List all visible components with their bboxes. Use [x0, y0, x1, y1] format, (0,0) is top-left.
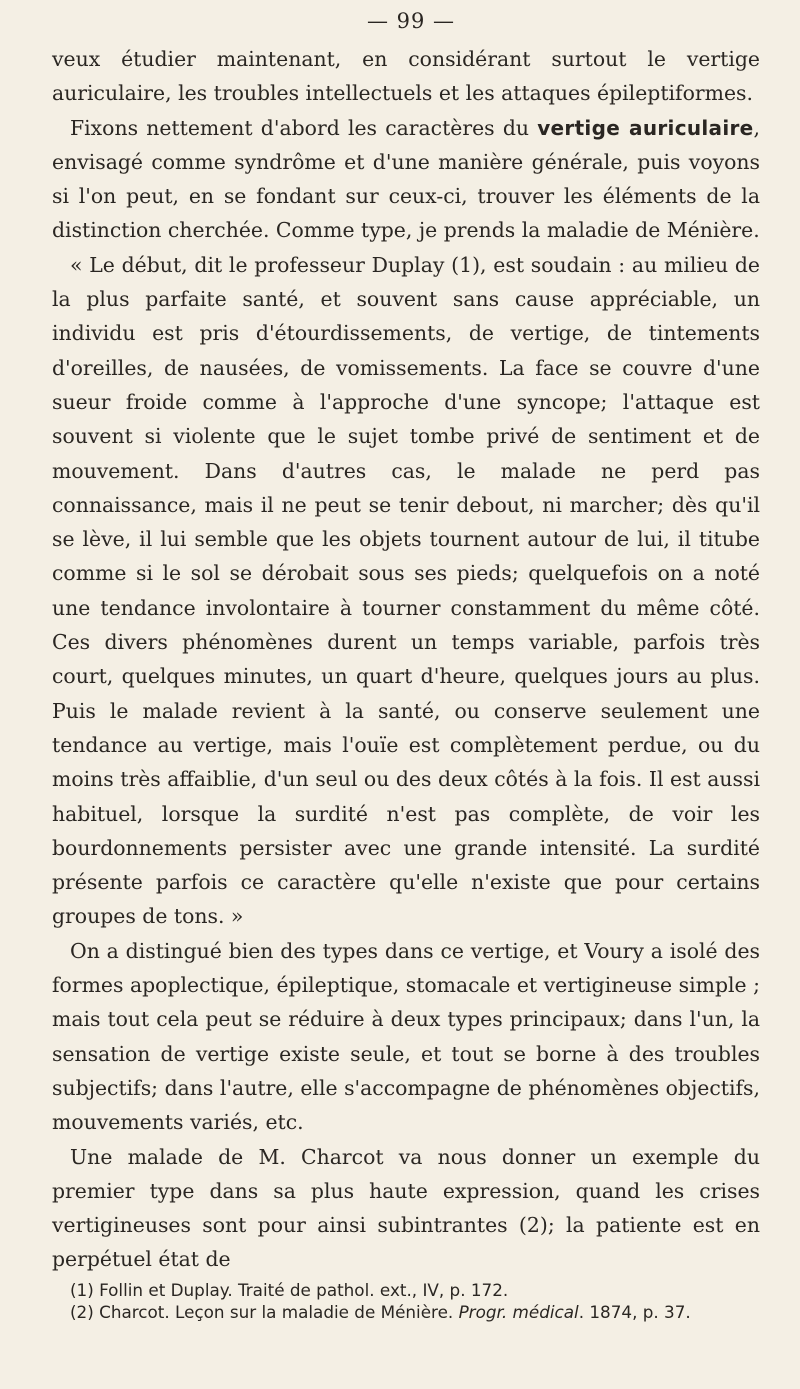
footnote-2-end: . 1874, p. 37. [578, 1301, 691, 1322]
paragraph-1: veux étudier maintenant, en considérant surtout le vertige auriculaire, les troubles intellectuels et les attaques épileptiformes. [52, 47, 760, 106]
page-number: — 99 — [366, 9, 456, 33]
body-text [52, 42, 760, 1277]
footnote-1: (1) Follin et Duplay. Traité de pathol. ext., IV, p. 172. [70, 1279, 509, 1300]
footnote-2 [52, 1301, 760, 1323]
emphasized-term: vertige auriculaire [537, 115, 754, 140]
paragraph-4: On a distingué bien des types dans ce vertige, et Voury a isolé des formes apoplectique, épileptique, stomacale et vertigineuse simple ; mais tout cela peut se réduire à deux types principaux; dans l'un, la sensation de vertige existe seule, et tout se borne à des troubles subjectifs; dans l'autre, elle s'accompagne de phénomènes objectifs, mouvements variés, etc. [52, 938, 760, 1135]
footnotes [52, 1279, 760, 1323]
paragraph-2 [52, 111, 760, 248]
paragraph-3-quote: « Le début, dit le professeur Duplay (1), est soudain : au milieu de la plus parfaite santé, et souvent sans cause appréciable, un individu est pris d'étourdissements, de vertige, de tintements d'oreilles, de nausées, de vomissements. La face se couvre d'une sueur froide comme à l'approche d'une syncope; l'attaque est souvent si violente que le sujet tombe privé de sentiment et de mouvement. Dans d'autres cas, le malade ne perd pas connaissance, mais il ne peut se tenir debout, ni marcher; dès qu'il se lève, il lui semble que les objets tournent autour de lui, il titube comme si le sol se dérobait sous ses pieds; quelquefois on a noté une tendance involontaire à tourner constamment du même côté. Ces divers phénomènes durent un temps variable, parfois très court, quelques minutes, un quart d'heure, quelques jours au plus. Puis le malade revient à la santé, ou conserve seulement une tendance au vertige, mais l'ouïe est complètement perdue, ou du moins très affaiblie, d'un seul ou des deux côtés à la fois. Il est aussi habituel, lorsque la surdité n'est pas complète, de voir les bourdonnements persister avec une grande intensité. La surdité présente parfois ce caractère qu'elle n'existe que pour certains groupes de tons. » [52, 252, 760, 929]
footnote-2-start: (2) Charcot. Leçon sur la maladie de Ménière. [70, 1301, 459, 1322]
paragraph-2-end: , envisagé comme syndrôme et d'une manière générale, puis voyons si l'on peut, en se fondant sur ceux-ci, trouver les éléments de la distinction cherchée. Comme type, je prends la maladie de Ménière. [52, 115, 761, 243]
paragraph-2-start: Fixons nettement d'abord les caractères du [70, 115, 538, 140]
footnote-2-journal: Progr. médical [458, 1301, 579, 1322]
paragraph-5: Une malade de M. Charcot va nous donner un exemple du premier type dans sa plus haute expression, quand les crises vertigineuses sont pour ainsi subintrantes (2); la patiente est en perpétuel état de [52, 1144, 760, 1272]
